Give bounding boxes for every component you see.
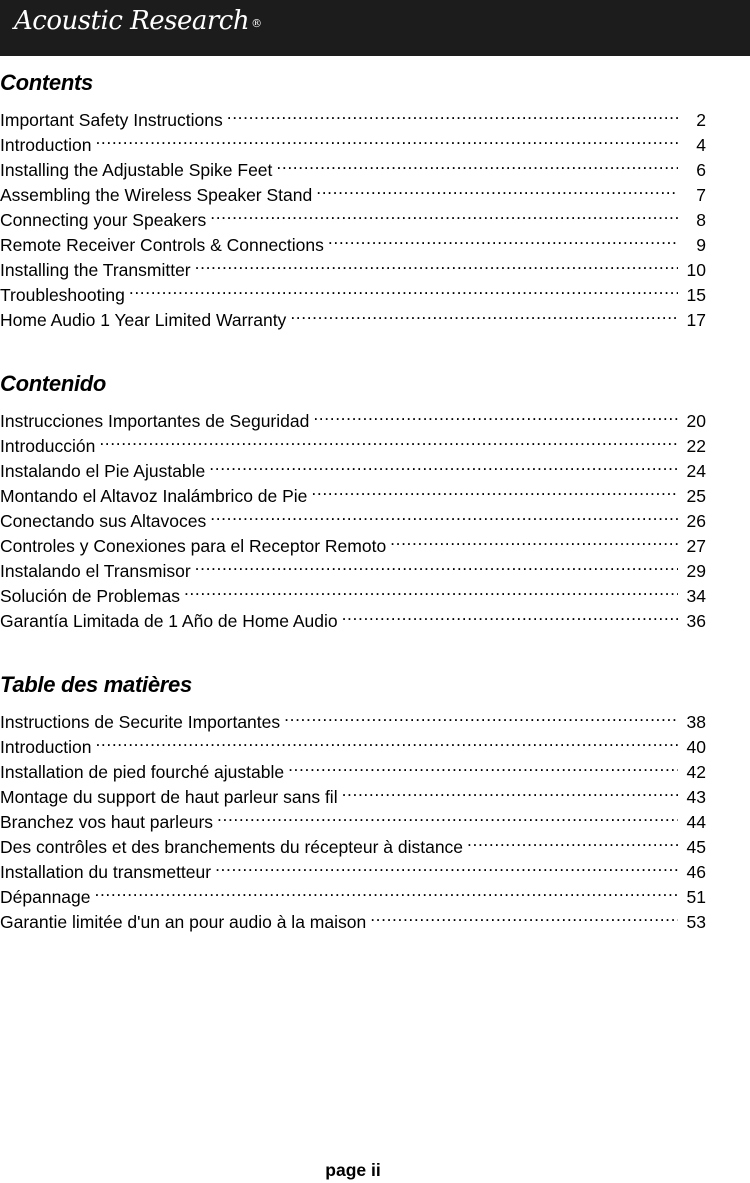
brand-logo (14, 6, 262, 36)
toc-section-english (0, 68, 706, 330)
toc-entry-page: 22 (686, 436, 706, 456)
toc-entry (0, 753, 706, 782)
toc-entry-page: 6 (696, 160, 706, 180)
toc-entry-page: 38 (686, 712, 706, 732)
toc-entry (0, 728, 706, 757)
dot-leader (210, 502, 678, 527)
toc-entry (0, 126, 706, 155)
dot-leader (195, 552, 678, 577)
toc-entry-page: 8 (696, 210, 706, 230)
toc-entry-page: 53 (686, 912, 706, 932)
toc-entry (0, 402, 706, 431)
dot-leader (217, 803, 678, 828)
toc-entry (0, 878, 706, 907)
toc-entry-title: Controles y Conexiones para el Receptor Remoto (0, 536, 387, 556)
dot-leader (95, 728, 678, 753)
dot-leader (342, 602, 678, 627)
toc-entry-title: Branchez vos haut parleurs (0, 812, 214, 832)
toc-list (0, 703, 706, 932)
toc-entry-page: 9 (696, 235, 706, 255)
toc-entry-title: Introduction (0, 737, 92, 757)
dot-leader (390, 527, 678, 552)
dot-leader (95, 878, 679, 903)
section-title: Table des matières (0, 672, 192, 697)
toc-entry-title: Installation de pied fourché ajustable (0, 762, 285, 782)
toc-section-french (0, 670, 706, 932)
toc-entry-page: 44 (686, 812, 706, 832)
toc-entry-title: Connecting your Speakers (0, 210, 207, 230)
toc-entry-page: 7 (696, 185, 706, 205)
dot-leader (99, 427, 678, 452)
toc-entry-page: 51 (686, 887, 706, 907)
toc-entry-title: Troubleshooting (0, 285, 125, 305)
dot-leader (288, 753, 678, 778)
toc-entry-page: 24 (686, 461, 706, 481)
registered-mark: ® (251, 17, 262, 30)
toc-entry-page: 26 (686, 511, 706, 531)
toc-entry-title: Installing the Transmitter (0, 260, 191, 280)
dot-leader (215, 853, 678, 878)
dot-leader (284, 703, 678, 728)
toc-entry-title: Remote Receiver Controls & Connections (0, 235, 324, 255)
toc-entry-page: 40 (686, 737, 706, 757)
toc-entry-page: 43 (686, 787, 706, 807)
toc-entry-title: Assembling the Wireless Speaker Stand (0, 185, 313, 205)
toc-entry (0, 427, 706, 456)
dot-leader (290, 301, 678, 326)
toc-entry-title: Important Safety Instructions (0, 110, 223, 130)
toc-entry (0, 452, 706, 481)
brand-name: Acoustic Research (14, 6, 250, 36)
toc-entry-title: Conectando sus Altavoces (0, 511, 207, 531)
toc-entry-title: Installing the Adjustable Spike Feet (0, 160, 273, 180)
toc-entry-title: Instrucciones Importantes de Seguridad (0, 411, 310, 431)
toc-entry-page: 17 (686, 310, 706, 330)
toc-entry-page: 15 (686, 285, 706, 305)
toc-entry-title: Garantie limitée d'un an pour audio à la maison (0, 912, 367, 932)
toc-entry-page: 20 (686, 411, 706, 431)
dot-leader (184, 577, 678, 602)
page-number: page ii (325, 1160, 381, 1180)
dot-leader (328, 226, 678, 251)
toc-entry-page: 36 (686, 611, 706, 631)
toc-entry (0, 703, 706, 732)
toc-list (0, 402, 706, 631)
dot-leader (195, 251, 678, 276)
dot-leader (209, 452, 678, 477)
dot-leader (129, 276, 678, 301)
toc-entry-page: 46 (686, 862, 706, 882)
dot-leader (95, 126, 678, 151)
toc-entry-title: Introducción (0, 436, 96, 456)
toc-section-spanish (0, 369, 706, 631)
toc-entry-title: Instalando el Pie Ajustable (0, 461, 206, 481)
section-title: Contents (0, 70, 93, 95)
toc-entry-page: 25 (686, 486, 706, 506)
dot-leader (227, 101, 678, 126)
header-bar (0, 0, 750, 56)
dot-leader (467, 828, 678, 853)
toc-entry-title: Garantía Limitada de 1 Año de Home Audio (0, 611, 338, 631)
toc-entry-title: Installation du transmetteur (0, 862, 212, 882)
toc-entry-title: Introduction (0, 135, 92, 155)
dot-leader (210, 201, 678, 226)
toc-entry-page: 42 (686, 762, 706, 782)
toc-entry (0, 903, 706, 932)
toc-entry-title: Solución de Problemas (0, 586, 180, 606)
dot-leader (313, 402, 678, 427)
dot-leader (342, 778, 678, 803)
dot-leader (370, 903, 678, 928)
toc-entry-page: 2 (696, 110, 706, 130)
toc-entry-title: Montando el Altavoz Inalámbrico de Pie (0, 486, 308, 506)
toc-entry-page: 45 (686, 837, 706, 857)
toc-entry-page: 27 (686, 536, 706, 556)
toc-entry-title: Dépannage (0, 887, 91, 907)
dot-leader (311, 477, 678, 502)
toc-entry-title: Instructions de Securite Importantes (0, 712, 281, 732)
toc-entry (0, 151, 706, 180)
section-title: Contenido (0, 371, 107, 396)
toc-entry (0, 101, 706, 130)
toc-entry-page: 29 (686, 561, 706, 581)
toc-entry-page: 34 (686, 586, 706, 606)
toc-entry-title: Des contrôles et des branchements du récepteur à distance (0, 837, 464, 857)
toc-entry-title: Instalando el Transmisor (0, 561, 191, 581)
dot-leader (276, 151, 678, 176)
toc-entry-page: 4 (696, 135, 706, 155)
toc-entry-page: 10 (686, 260, 706, 280)
dot-leader (316, 176, 678, 201)
toc-list (0, 101, 706, 330)
toc-entry-title: Home Audio 1 Year Limited Warranty (0, 310, 287, 330)
toc-entry-title: Montage du support de haut parleur sans fil (0, 787, 338, 807)
